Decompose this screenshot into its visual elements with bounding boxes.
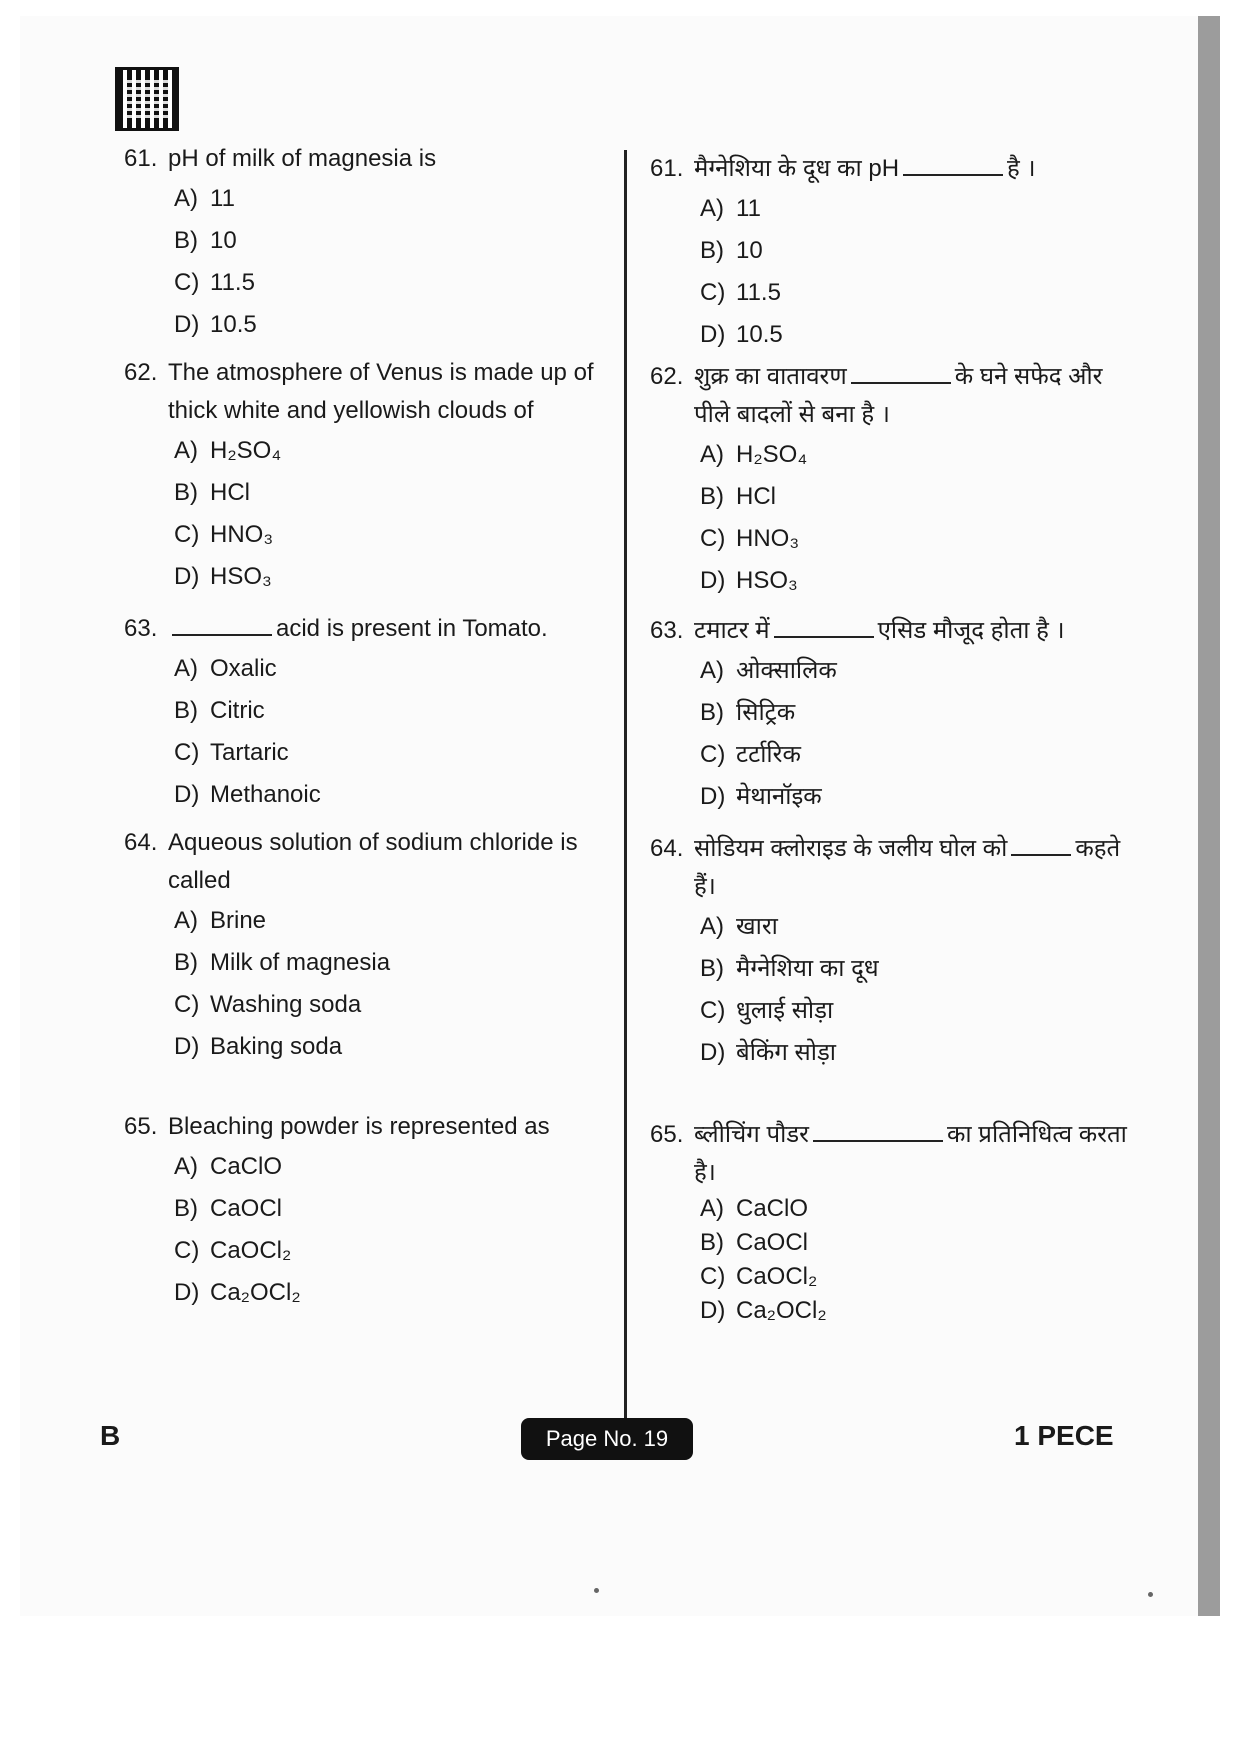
- option[interactable]: [700, 1260, 1130, 1294]
- option-text: HSO₃: [210, 563, 272, 590]
- option-text: Brine: [210, 907, 267, 934]
- question-61-hi: [650, 150, 1130, 356]
- question-text: का प्रतिनिधित्व करता है।: [694, 1121, 1127, 1186]
- option-letter: A): [174, 1153, 198, 1180]
- option[interactable]: [700, 906, 1130, 948]
- option-text: खारा: [736, 913, 778, 940]
- option[interactable]: [174, 1188, 604, 1230]
- question-65-en: [124, 1108, 604, 1314]
- option-text: HCl: [210, 479, 250, 506]
- option-text: Oxalic: [210, 655, 277, 682]
- option-letter: A): [174, 185, 198, 212]
- fill-blank: [903, 152, 1003, 176]
- question-text: है ।: [1007, 155, 1036, 182]
- option-letter: B): [174, 949, 198, 976]
- question-number: 65.: [124, 1113, 158, 1140]
- option-text: बेकिंग सोड़ा: [736, 1039, 837, 1066]
- option[interactable]: [700, 560, 1130, 602]
- option[interactable]: [700, 1294, 1130, 1328]
- question-text: मैग्नेशिया के दूध का pH: [694, 155, 900, 182]
- option-text: मेथानॉइक: [736, 783, 822, 810]
- option-text: CaOCl₂: [210, 1237, 292, 1264]
- option-text: Citric: [210, 697, 265, 724]
- option[interactable]: [700, 990, 1130, 1032]
- option-letter: C): [174, 269, 200, 296]
- fill-blank: [1011, 832, 1071, 856]
- option-text: 11.5: [736, 279, 781, 306]
- option-text: Baking soda: [210, 1033, 343, 1060]
- option-text: धुलाई सोड़ा: [736, 997, 834, 1024]
- question-number: 61.: [124, 145, 158, 172]
- question-text: Bleaching powder is represented as: [168, 1113, 550, 1140]
- option-letter: D): [174, 781, 200, 808]
- scan-speck: [594, 1588, 599, 1593]
- option[interactable]: [174, 304, 604, 346]
- option-text: CaOCl: [210, 1195, 283, 1222]
- option-letter: D): [700, 567, 726, 594]
- option[interactable]: [174, 220, 604, 262]
- question-number: 62.: [650, 363, 684, 390]
- fill-blank: [172, 612, 272, 636]
- option[interactable]: [700, 518, 1130, 560]
- option-text: मैग्नेशिया का दूध: [736, 955, 879, 982]
- option-letter: B): [700, 699, 724, 726]
- option-letter: B): [700, 237, 724, 264]
- option[interactable]: [174, 514, 604, 556]
- option-letter: A): [174, 907, 198, 934]
- question-text: The atmosphere of Venus is made up of thick white and yellowish clouds of: [168, 359, 594, 424]
- option-letter: C): [174, 521, 200, 548]
- question-63-en: [124, 610, 604, 816]
- option-letter: C): [700, 279, 726, 306]
- question-64-en: [124, 824, 604, 1068]
- option-text: 10.5: [736, 321, 783, 348]
- option[interactable]: [700, 1192, 1130, 1226]
- option-text: 11: [736, 195, 761, 222]
- option-text: HSO₃: [736, 567, 798, 594]
- option-letter: C): [174, 991, 200, 1018]
- option[interactable]: [700, 1226, 1130, 1260]
- option[interactable]: [174, 1272, 604, 1314]
- option-letter: C): [700, 525, 726, 552]
- option[interactable]: [700, 272, 1130, 314]
- option-text: 10: [736, 237, 763, 264]
- option-letter: D): [174, 1033, 200, 1060]
- option-letter: A): [700, 657, 724, 684]
- question-text: Aqueous solution of sodium chloride is called: [168, 829, 578, 894]
- option-letter: A): [174, 655, 198, 682]
- option[interactable]: [174, 732, 604, 774]
- option-letter: A): [174, 437, 198, 464]
- option[interactable]: [174, 556, 604, 598]
- option[interactable]: [700, 776, 1130, 818]
- option-letter: C): [700, 997, 726, 1024]
- option-text: H₂SO₄: [736, 441, 808, 468]
- question-number: 61.: [650, 155, 684, 182]
- option-text: Milk of magnesia: [210, 949, 391, 976]
- question-number: 63.: [124, 615, 158, 642]
- question-text: acid is present in Tomato.: [276, 615, 548, 642]
- option[interactable]: [700, 692, 1130, 734]
- question-text: कहते हैं।: [694, 835, 1121, 900]
- option[interactable]: [700, 476, 1130, 518]
- question-number: 62.: [124, 359, 158, 386]
- question-number: 63.: [650, 617, 684, 644]
- option[interactable]: [174, 262, 604, 304]
- option-letter: A): [700, 441, 724, 468]
- option-text: 11: [210, 185, 235, 212]
- option-text: 10: [210, 227, 237, 254]
- option[interactable]: [700, 314, 1130, 356]
- option-letter: D): [700, 783, 726, 810]
- option-text: H₂SO₄: [210, 437, 282, 464]
- option[interactable]: [174, 472, 604, 514]
- option-text: HNO₃: [736, 525, 800, 552]
- option[interactable]: [700, 188, 1130, 230]
- question-number: 65.: [650, 1121, 684, 1148]
- option[interactable]: [700, 230, 1130, 272]
- option[interactable]: [174, 1026, 604, 1068]
- question-62-en: [124, 354, 604, 598]
- option-letter: A): [700, 195, 724, 222]
- option[interactable]: [174, 900, 604, 942]
- fill-blank: [774, 614, 874, 638]
- series-label: B: [100, 1420, 121, 1451]
- option-text: CaClO: [210, 1153, 283, 1180]
- option[interactable]: [174, 648, 604, 690]
- option-text: टर्टारिक: [736, 741, 801, 768]
- option[interactable]: [700, 650, 1130, 692]
- question-text: एसिड मौजूद होता है ।: [877, 617, 1065, 644]
- question-text: ब्लीचिंग पौडर: [694, 1121, 809, 1148]
- option-letter: B): [174, 697, 198, 724]
- option-text: CaClO: [736, 1195, 809, 1222]
- question-text: टमाटर में: [694, 617, 770, 644]
- option-letter: A): [700, 913, 724, 940]
- option-letter: B): [174, 1195, 198, 1222]
- option-letter: C): [174, 1237, 200, 1264]
- option[interactable]: [174, 1230, 604, 1272]
- paper-code: 1 PECE: [1014, 1420, 1114, 1451]
- question-61-en: [124, 140, 604, 346]
- fill-blank: [851, 360, 951, 384]
- option[interactable]: [174, 984, 604, 1026]
- question-63-hi: [650, 612, 1130, 818]
- option-text: CaOCl₂: [736, 1263, 818, 1290]
- question-text: के घने सफेद और पीले बादलों से बना है ।: [694, 363, 1103, 428]
- option[interactable]: [700, 434, 1130, 476]
- fill-blank: [813, 1118, 943, 1142]
- option-text: Ca₂OCl₂: [736, 1297, 827, 1324]
- option[interactable]: [174, 690, 604, 732]
- question-65-hi: [650, 1116, 1130, 1328]
- option-text: Methanoic: [210, 781, 321, 808]
- option-text: सिट्रिक: [736, 699, 796, 726]
- option[interactable]: [174, 430, 604, 472]
- option[interactable]: [174, 178, 604, 220]
- option-letter: B): [174, 227, 198, 254]
- option-letter: A): [700, 1195, 724, 1222]
- page-number-badge: Page No. 19: [521, 1418, 693, 1460]
- option-text: Washing soda: [210, 991, 362, 1018]
- question-number: 64.: [650, 835, 684, 862]
- option-letter: C): [174, 739, 200, 766]
- option-text: CaOCl: [736, 1229, 809, 1256]
- option-letter: B): [700, 955, 724, 982]
- question-text: सोडियम क्लोराइड के जलीय घोल को: [694, 835, 1008, 862]
- scan-speck: [1148, 1592, 1153, 1597]
- option-letter: D): [700, 1039, 726, 1066]
- option-text: HCl: [736, 483, 776, 510]
- qr-code-icon: [118, 70, 176, 128]
- option[interactable]: [700, 948, 1130, 990]
- option-text: ओक्सालिक: [736, 657, 837, 684]
- option-letter: B): [700, 483, 724, 510]
- option-letter: D): [174, 1279, 200, 1306]
- option-text: Ca₂OCl₂: [210, 1279, 301, 1306]
- option[interactable]: [700, 1032, 1130, 1074]
- option-letter: D): [700, 321, 726, 348]
- option-letter: B): [174, 479, 198, 506]
- question-62-hi: [650, 358, 1130, 602]
- option[interactable]: [174, 942, 604, 984]
- option-letter: D): [174, 311, 200, 338]
- question-text: pH of milk of magnesia is: [168, 145, 437, 172]
- option-letter: C): [700, 741, 726, 768]
- option-text: HNO₃: [210, 521, 274, 548]
- option[interactable]: [700, 734, 1130, 776]
- option-letter: B): [700, 1229, 724, 1256]
- column-divider: [624, 150, 627, 1420]
- option-text: 11.5: [210, 269, 255, 296]
- option[interactable]: [174, 1146, 604, 1188]
- question-text: शुक्र का वातावरण: [694, 363, 847, 390]
- option-text: Tartaric: [210, 739, 289, 766]
- question-64-hi: [650, 830, 1130, 1074]
- option-letter: D): [700, 1297, 726, 1324]
- question-number: 64.: [124, 829, 158, 856]
- scan-edge-strip: [1198, 16, 1220, 1616]
- option-text: 10.5: [210, 311, 257, 338]
- option-letter: D): [174, 563, 200, 590]
- option[interactable]: [174, 774, 604, 816]
- option-letter: C): [700, 1263, 726, 1290]
